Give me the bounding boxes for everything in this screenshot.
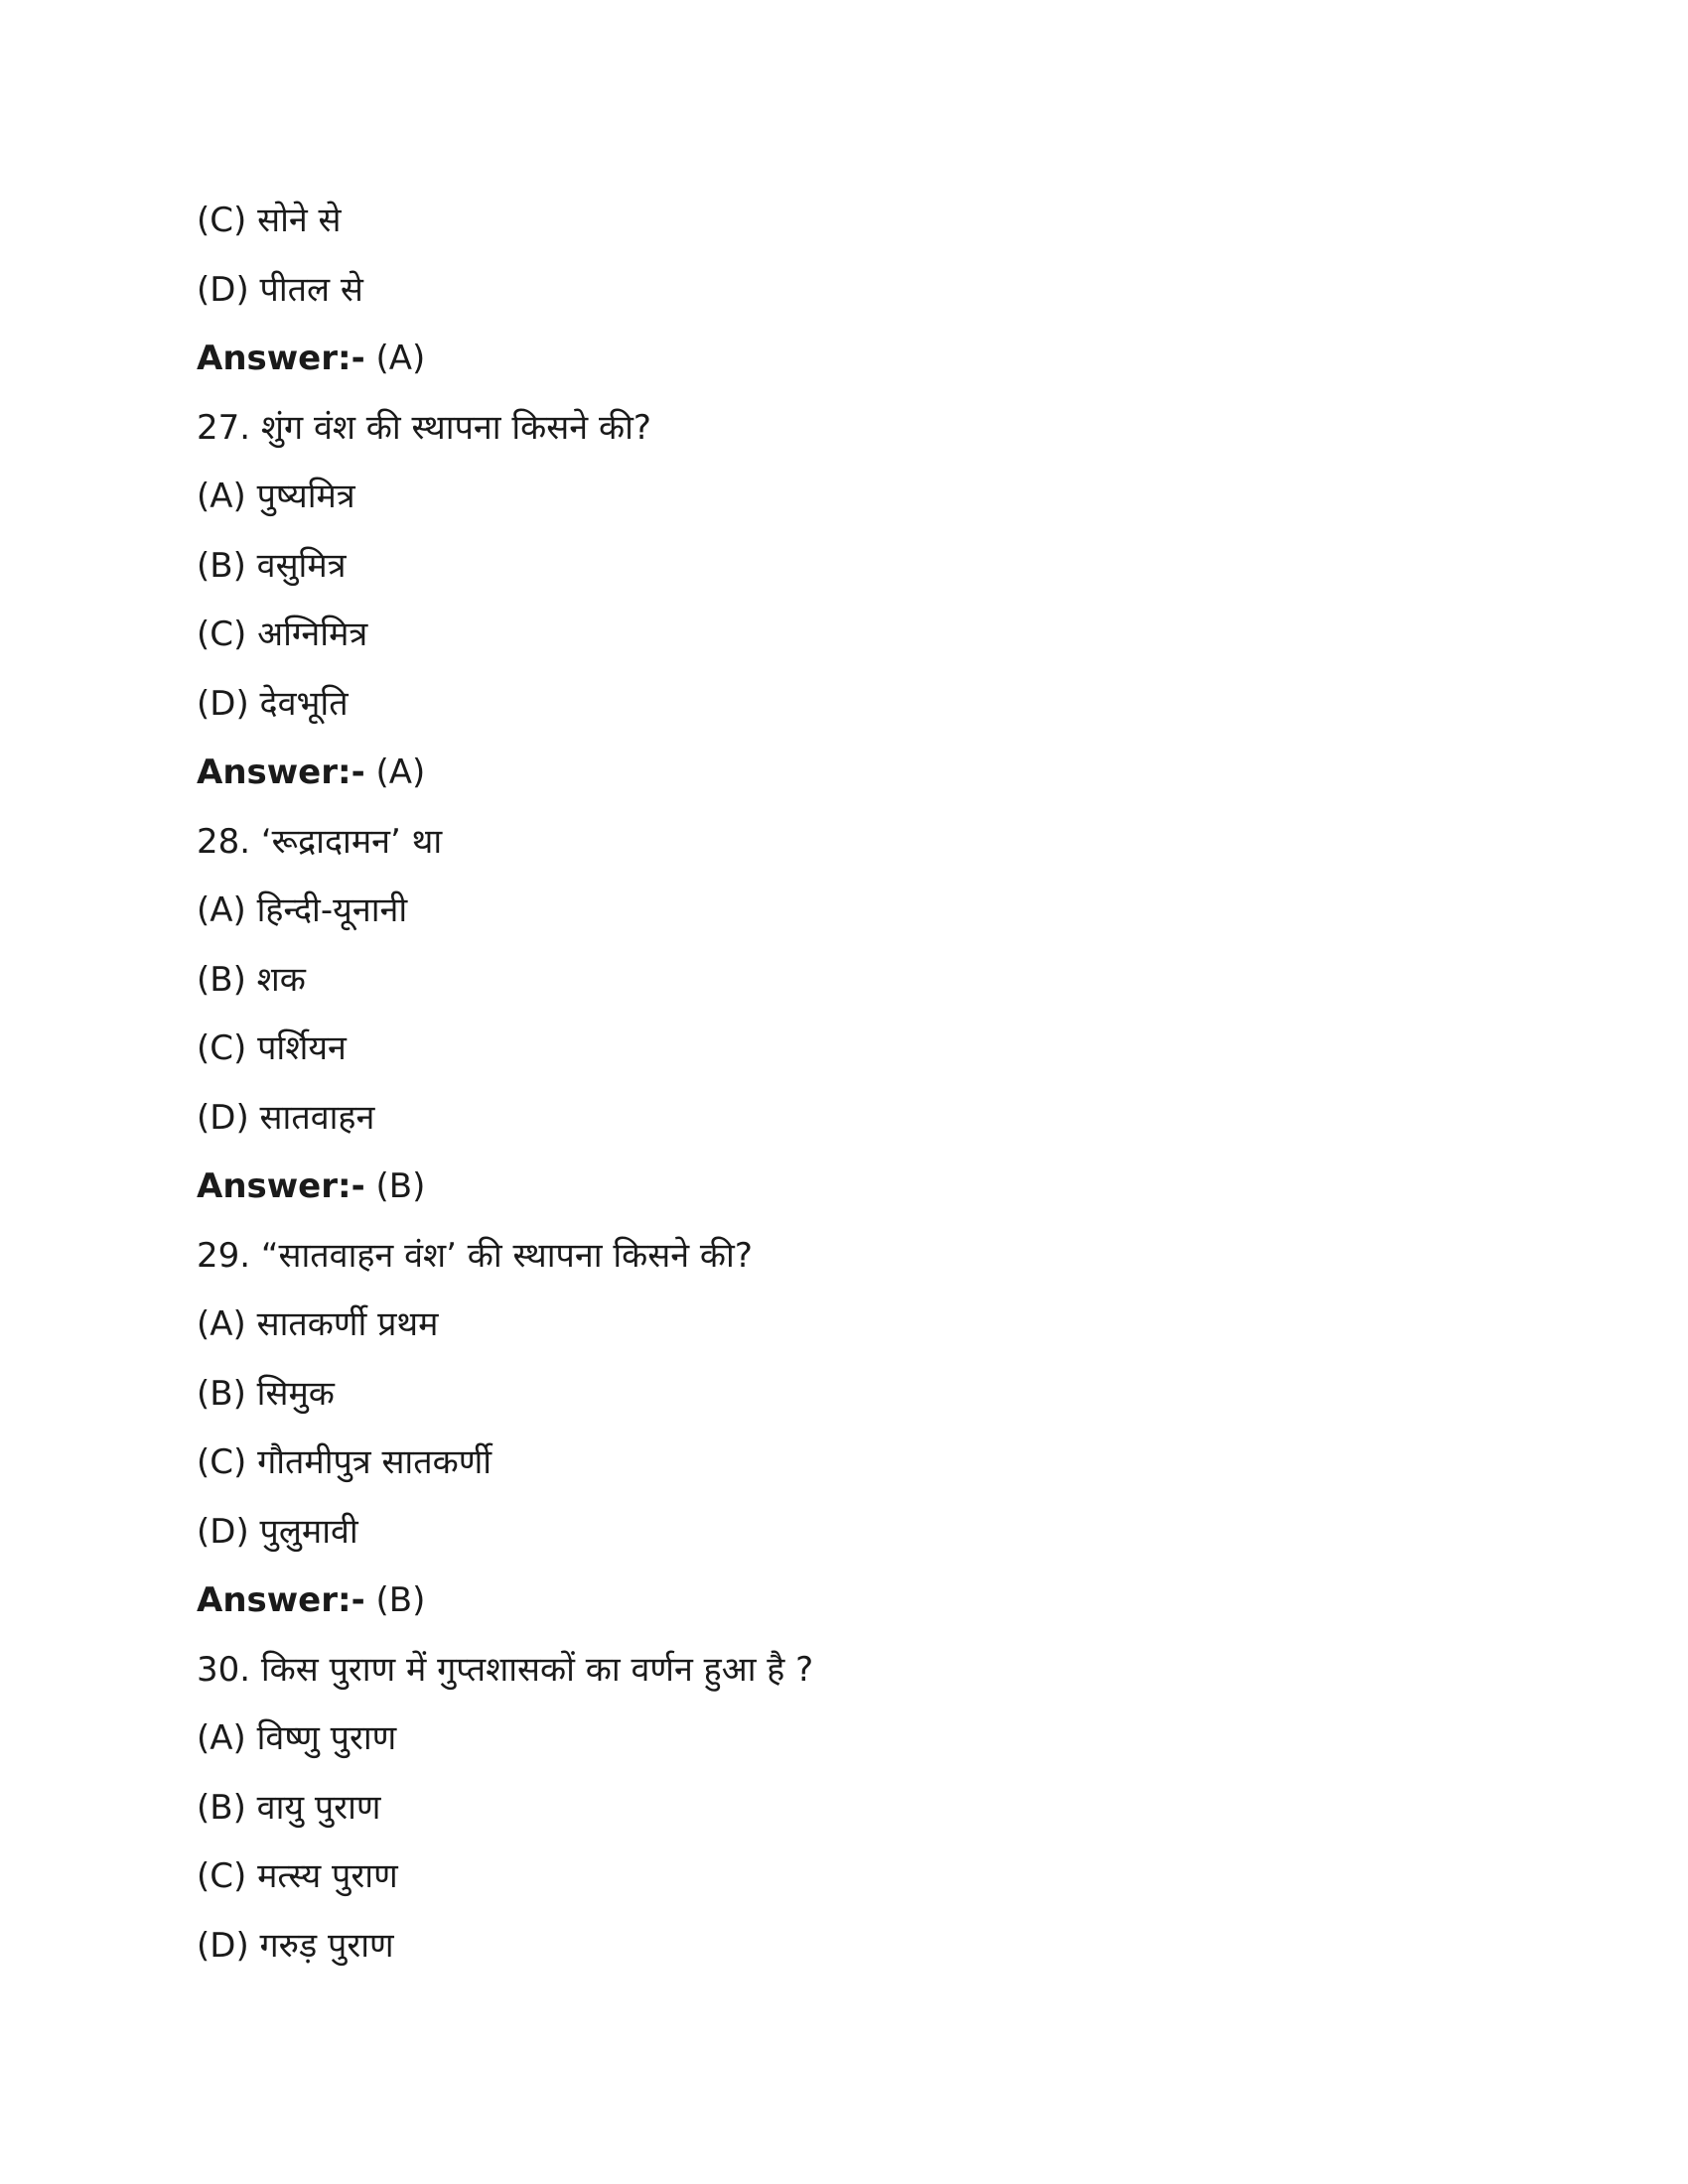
option-letter: (C) <box>197 1028 247 1068</box>
answer-label: Answer:- <box>197 1166 365 1206</box>
question-line: 29. “सातवाहन वंश’ की स्थापना किसने की? <box>197 1235 753 1276</box>
option-letter: (C) <box>197 1856 247 1896</box>
option-text: अग्निमित्र <box>257 614 368 654</box>
option-letter: (C) <box>197 1442 247 1482</box>
answer-line <box>197 1574 1487 1644</box>
option-text: गरुड़ पुराण <box>259 1925 394 1966</box>
option-line <box>197 609 1487 678</box>
option-letter: (C) <box>197 201 247 240</box>
option-line <box>197 1368 1487 1437</box>
option-line <box>197 264 1487 334</box>
option-text: विष्णु पुराण <box>256 1718 397 1758</box>
option-line <box>197 885 1487 954</box>
option-text: पीतल से <box>259 269 363 310</box>
option-letter: (B) <box>197 1787 246 1828</box>
option-text: गौतमीपुत्र सातकर्णी <box>257 1442 492 1482</box>
option-text: सातवाहन <box>259 1097 375 1138</box>
question-line: 30. किस पुराण में गुप्तशासकों का वर्णन हुआ है ? <box>197 1649 814 1690</box>
answer-label: Answer:- <box>197 339 365 378</box>
answer-value: (B) <box>375 1166 426 1206</box>
option-letter: (B) <box>197 1373 246 1414</box>
question-line: 27. शुंग वंश की स्थापना किसने की? <box>197 407 651 448</box>
option-line <box>197 1782 1487 1851</box>
option-line <box>197 1023 1487 1092</box>
option-letter: (D) <box>197 1097 249 1138</box>
option-letter: (B) <box>197 545 246 586</box>
option-letter: (A) <box>197 1304 246 1344</box>
answer-value: (B) <box>375 1580 426 1620</box>
option-letter: (A) <box>197 477 246 516</box>
option-letter: (A) <box>197 1718 246 1758</box>
option-letter: (D) <box>197 1511 249 1552</box>
answer-label: Answer:- <box>197 752 365 792</box>
option-text: मत्स्य पुराण <box>257 1856 398 1896</box>
option-text: हिन्दी-यूनानी <box>256 890 408 930</box>
option-letter: (D) <box>197 269 249 310</box>
answer-line <box>197 333 1487 402</box>
answer-line <box>197 1160 1487 1230</box>
option-letter: (A) <box>197 890 246 930</box>
option-letter: (C) <box>197 614 247 654</box>
option-letter: (B) <box>197 959 246 1000</box>
option-text: पर्शियन <box>257 1028 347 1068</box>
option-line <box>197 678 1487 748</box>
option-line <box>197 1920 1487 1989</box>
option-line <box>197 1298 1487 1368</box>
option-line <box>197 540 1487 610</box>
option-letter: (D) <box>197 683 249 724</box>
answer-value: (A) <box>375 752 426 792</box>
option-text: वायु पुराण <box>256 1787 381 1828</box>
option-text: पुलुमावी <box>259 1511 358 1552</box>
option-line <box>197 1092 1487 1161</box>
option-text: सोने से <box>257 201 342 240</box>
option-text: शक <box>256 959 306 1000</box>
option-text: वसुमित्र <box>256 545 347 586</box>
option-text: पुष्यमित्र <box>256 477 355 516</box>
option-line <box>197 954 1487 1024</box>
answer-line <box>197 747 1487 816</box>
option-line <box>197 1506 1487 1575</box>
option-line <box>197 471 1487 540</box>
question-line: 28. ‘रूद्रादामन’ था <box>197 821 443 862</box>
option-text: देवभूति <box>259 683 349 724</box>
option-letter: (D) <box>197 1925 249 1966</box>
document-page <box>197 195 1487 1988</box>
option-text: सातकर्णी प्रथम <box>256 1304 439 1344</box>
option-text: सिमुक <box>256 1373 335 1414</box>
option-line <box>197 1712 1487 1782</box>
option-line <box>197 1436 1487 1506</box>
option-line <box>197 195 1487 264</box>
answer-label: Answer:- <box>197 1580 365 1620</box>
answer-value: (A) <box>375 339 426 378</box>
option-line <box>197 1850 1487 1920</box>
